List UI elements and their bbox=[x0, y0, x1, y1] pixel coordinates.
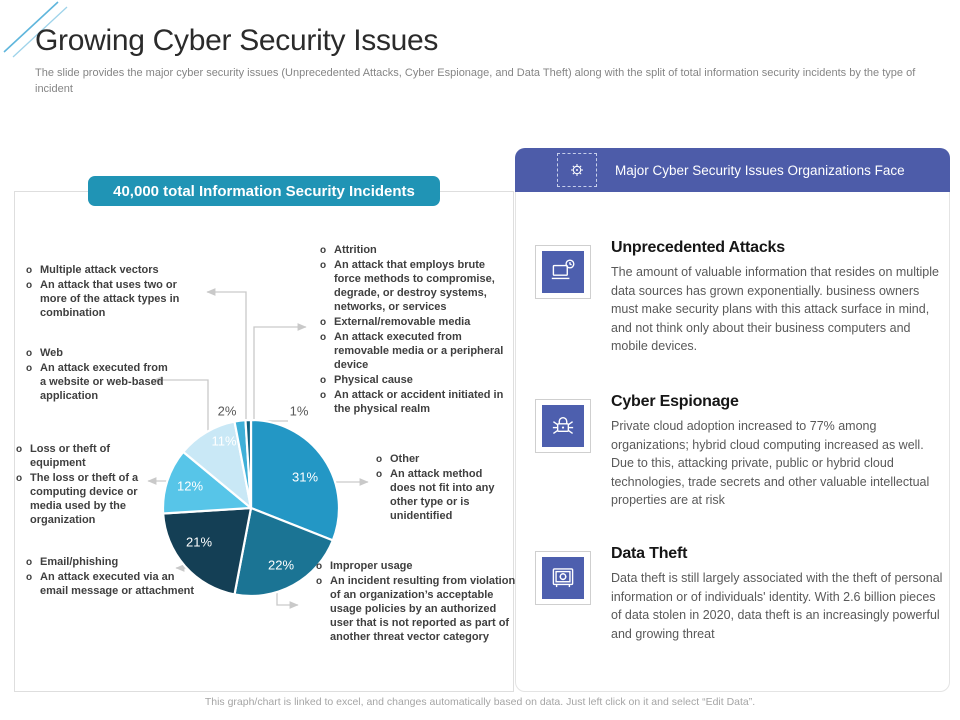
callout-loss-or-theft: o Loss or theft of equipment o The loss or theft of a computing device or media used by the organization bbox=[16, 443, 139, 526]
page-title: Growing Cyber Security Issues bbox=[35, 24, 439, 57]
section-body: Private cloud adoption increased to 77% among organizations; hybrid cloud computing increased as well. Due to this, attacking private, public or hybrid cloud technologies, trade secrets and other valuable intellectual properties are at risk bbox=[611, 419, 930, 507]
pie-label-other: 31% bbox=[291, 469, 319, 485]
bullet: o bbox=[16, 472, 23, 484]
bullet: o bbox=[26, 362, 33, 374]
bullet: o bbox=[26, 348, 33, 359]
pie-label-email-phishing: 21% bbox=[185, 534, 213, 550]
bullet: o bbox=[316, 575, 323, 587]
callout-email-phishing: o Email/phishing o An attack executed via an email message or attachment bbox=[26, 556, 195, 597]
callout-web: o Web o An attack executed from a website or web-based application bbox=[26, 347, 168, 402]
major-issues-panel bbox=[515, 148, 950, 692]
bullet: o bbox=[26, 571, 33, 583]
bullet: o bbox=[316, 561, 323, 572]
bullet: o bbox=[26, 557, 33, 568]
pie-label-web: 11% bbox=[211, 433, 237, 449]
pie-label-multiple-vectors: 2% bbox=[217, 403, 237, 419]
callout-attrition-group: o Attrition o An attack that employs brute force methods to compromise, degrade, or destroy systems, networks, or services o External/removable media o An attack executed from removable media or a peripheral device o Physical cause o An attack or accident initiated in the physical realm bbox=[320, 244, 504, 415]
slide-subtitle: The slide provides the major cyber security issues (Unprecedented Attacks, Cyber Espionage, and Data Theft) along with the split of total information security incidents by the type of incident bbox=[35, 67, 916, 95]
pie-label-attrition-group: 1% bbox=[289, 403, 309, 419]
section-heading: Data Theft bbox=[611, 545, 688, 562]
callout-other: o Other o An attack method does not fit into any other type or is unidentified bbox=[376, 453, 495, 522]
major-issues-header bbox=[515, 148, 950, 192]
bullet: o bbox=[376, 454, 383, 465]
laptop-alert-icon bbox=[535, 245, 591, 299]
footer-note: This graph/chart is linked to excel, and changes automatically based on data. Just left click on it and select “Edit Data”. bbox=[204, 696, 756, 708]
pie-label-improper-usage: 22% bbox=[267, 557, 295, 573]
callout-multiple-attack-vectors: o Multiple attack vectors o An attack that uses two or more of the attack types in combination bbox=[26, 264, 180, 319]
major-issues-title: Major Cyber Security Issues Organizations Face bbox=[615, 162, 905, 178]
bullet: o bbox=[320, 331, 327, 343]
bullet: o bbox=[320, 316, 327, 328]
section-unprecedented-attacks bbox=[535, 239, 939, 356]
section-body: The amount of valuable information that resides on multiple data sources has grown exponentially. business owners must make security plans with this attack surface in mind, and not think only about their business computers and mobile devices. bbox=[611, 265, 939, 353]
chart-title-badge: 40,000 total Information Security Incidents bbox=[88, 176, 440, 206]
bullet: o bbox=[320, 374, 327, 386]
section-body: Data theft is still largely associated with the theft of personal information or of individuals' identity. With 2.6 billion pieces of data stolen in 2020, data theft is an increasingly powerful and growing threat bbox=[611, 571, 943, 641]
bullet: o bbox=[320, 259, 327, 271]
spy-bug-lock-icon bbox=[535, 399, 591, 453]
pie-label-loss-theft: 12% bbox=[176, 478, 204, 494]
bullet: o bbox=[26, 279, 33, 291]
bullet: o bbox=[320, 389, 327, 401]
section-heading: Cyber Espionage bbox=[611, 393, 739, 410]
section-cyber-espionage bbox=[535, 393, 930, 510]
section-data-theft bbox=[535, 545, 943, 643]
bullet: o bbox=[26, 265, 33, 276]
section-heading: Unprecedented Attacks bbox=[611, 239, 785, 256]
safe-vault-icon bbox=[535, 551, 591, 605]
gear-security-icon bbox=[557, 153, 597, 187]
bullet: o bbox=[16, 444, 23, 455]
bullet: o bbox=[376, 468, 383, 480]
bullet: o bbox=[320, 245, 327, 256]
callout-improper-usage: o Improper usage o An incident resulting from violation of an organization’s acceptable usage policies by an authorized user that is not reported as part of another threat vector category bbox=[316, 560, 516, 643]
